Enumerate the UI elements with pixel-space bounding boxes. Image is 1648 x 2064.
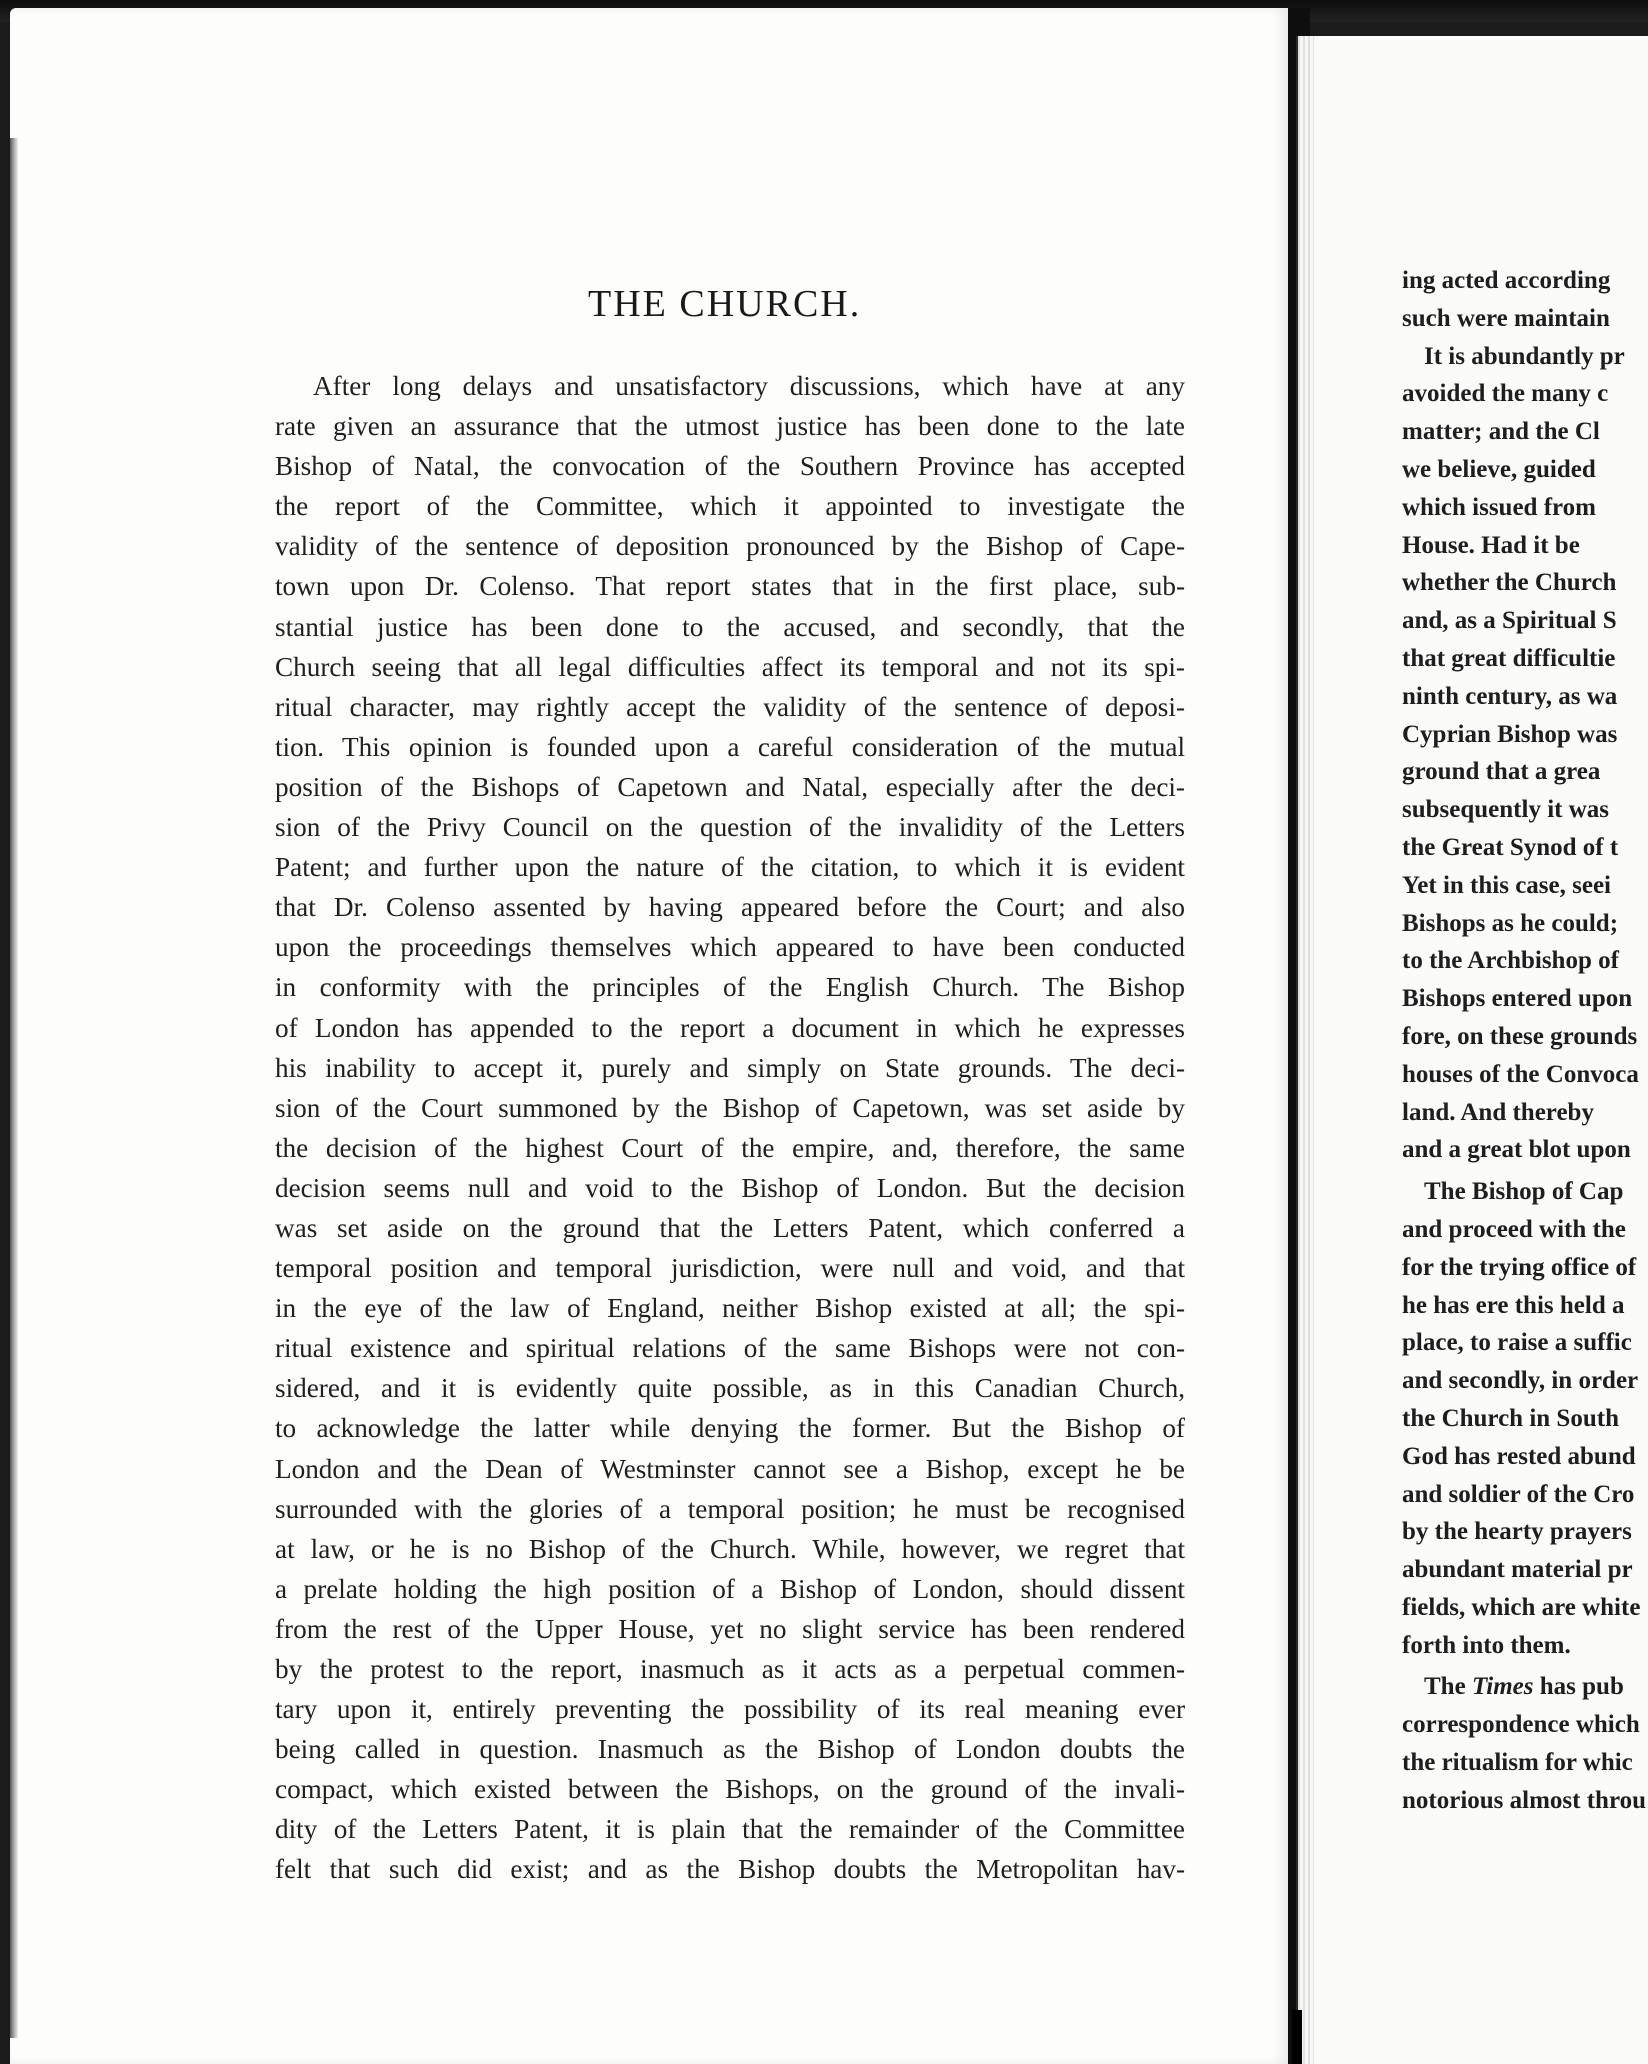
text-line: Church seeing that all legal difficulties affect its temporal and not its spi-: [275, 651, 1185, 682]
text-line: ritual existence and spiritual relations of the same Bishops were not con-: [275, 1333, 1185, 1364]
text-line: notorious almost throu: [1402, 1786, 1647, 1814]
text-line: fore, on these grounds: [1402, 1022, 1638, 1050]
text-line: from the rest of the Upper House, yet no slight service has been rendered: [275, 1613, 1185, 1644]
text-line: ground that a grea: [1402, 758, 1601, 786]
text-line: compact, which existed between the Bishops, on the ground of the invali-: [275, 1774, 1185, 1805]
text-line: felt that such did exist; and as the Bishop doubts the Metropolitan hav-: [275, 1854, 1185, 1885]
text-line: validity of the sentence of deposition pronounced by the Bishop of Cape-: [275, 531, 1185, 562]
text-line: sidered, and it is evidently quite possible, as in this Canadian Church,: [275, 1373, 1185, 1404]
text-line: After long delays and unsatisfactory discussions, which have at any: [313, 371, 1185, 401]
text-line: avoided the many c: [1402, 380, 1609, 408]
text-line: was set aside on the ground that the Letters Patent, which conferred a: [275, 1212, 1185, 1243]
text-line: ninth century, as wa: [1402, 682, 1618, 710]
text-line: temporal position and temporal jurisdiction, were null and void, and that: [275, 1253, 1185, 1284]
text-line: [1402, 1668, 1648, 1706]
text-line: decision seems null and void to the Bishop of London. But the decision: [275, 1172, 1185, 1203]
right-text-column: [1402, 262, 1648, 1820]
text-line: abundant material pr: [1402, 1556, 1633, 1584]
text-line: the Church in South: [1402, 1404, 1619, 1432]
text-line: in the eye of the law of England, neither Bishop existed at all; the spi-: [275, 1293, 1185, 1324]
text-line: Bishops as he could;: [1402, 909, 1619, 937]
text-line: which issued from: [1402, 493, 1597, 521]
text-line: matter; and the Cl: [1402, 418, 1600, 446]
text-line: and proceed with the: [1402, 1215, 1626, 1243]
text-line: Patent; and further upon the nature of the citation, to which it is evident: [275, 852, 1185, 883]
text-line: rate given an assurance that the utmost justice has been done to the late: [275, 411, 1185, 442]
text-line: correspondence which: [1402, 1711, 1640, 1739]
left-text-column: [275, 366, 1185, 1890]
text-line: houses of the Convoca: [1402, 1060, 1639, 1088]
text-line: sion of the Court summoned by the Bishop of Capetown, was set aside by: [275, 1092, 1185, 1123]
text-line: the decision of the highest Court of the empire, and, therefore, the same: [275, 1132, 1185, 1163]
text-span: The: [1424, 1673, 1466, 1701]
text-line: the report of the Committee, which it appointed to investigate the: [275, 491, 1185, 522]
text-line: the Great Synod of t: [1402, 833, 1619, 861]
text-line: and a great blot upon: [1402, 1136, 1631, 1164]
text-line: ing acted according: [1402, 267, 1611, 294]
text-line: and secondly, in order: [1402, 1367, 1639, 1395]
text-line: for the trying office of: [1402, 1253, 1637, 1281]
text-line: he has ere this held a: [1402, 1291, 1625, 1319]
text-line: a prelate holding the high position of a Bishop of London, should dissent: [275, 1573, 1185, 1604]
text-line: town upon Dr. Colenso. That report states that in the first place, sub-: [275, 571, 1185, 602]
text-line: London and the Dean of Westminster cannot see a Bishop, except he be: [275, 1453, 1185, 1484]
text-line: House. Had it be: [1402, 531, 1580, 559]
text-line: to the Archbishop of: [1402, 947, 1619, 975]
text-line: The Bishop of Cap: [1424, 1178, 1624, 1206]
text-line: that Dr. Colenso assented by having appeared before the Court; and also: [275, 892, 1185, 923]
binding-edge: [10, 138, 18, 2038]
text-line: in conformity with the principles of the English Church. The Bishop: [275, 972, 1185, 1003]
text-line: dity of the Letters Patent, it is plain that the remainder of the Committee: [275, 1814, 1185, 1845]
text-line: ritual character, may rightly accept the validity of the sentence of deposi-: [275, 691, 1185, 722]
text-line: the ritualism for whic: [1402, 1749, 1633, 1777]
text-line: to acknowledge the latter while denying the former. But the Bishop of: [275, 1413, 1185, 1444]
text-line: that great difficultie: [1402, 644, 1616, 672]
text-line: whether the Church: [1402, 569, 1617, 597]
text-line: position of the Bishops of Capetown and Natal, especially after the deci-: [275, 771, 1185, 802]
text-line: being called in question. Inasmuch as the Bishop of London doubts the: [275, 1734, 1185, 1765]
text-line: land. And thereby: [1402, 1098, 1594, 1126]
text-line: Bishops entered upon: [1402, 985, 1633, 1013]
text-line: surrounded with the glories of a temporal position; he must be recognised: [275, 1493, 1185, 1524]
text-line: at law, or he is no Bishop of the Church. While, however, we regret that: [275, 1533, 1185, 1564]
text-line: and, as a Spiritual S: [1402, 607, 1617, 635]
text-line: we believe, guided: [1402, 455, 1596, 483]
text-line: fields, which are white: [1402, 1593, 1641, 1621]
text-span: has pub: [1539, 1673, 1624, 1701]
text-line: Yet in this case, seei: [1402, 871, 1611, 899]
text-line: tary upon it, entirely preventing the possibility of its real meaning ever: [275, 1694, 1185, 1725]
text-line: and soldier of the Cro: [1402, 1480, 1635, 1508]
text-line: It is abundantly pr: [1424, 342, 1625, 370]
text-line: by the protest to the report, inasmuch as it acts as a perpetual commen-: [275, 1654, 1185, 1684]
text-line: tion. This opinion is founded upon a careful consideration of the mutual: [275, 731, 1185, 762]
spine-mark: [1292, 2010, 1302, 2064]
page-edge-lines: [1298, 36, 1314, 2064]
page-title: THE CHURCH.: [588, 283, 862, 325]
text-line: of London has appended to the report a document in which he expresses: [275, 1012, 1185, 1043]
text-line: stantial justice has been done to the accused, and secondly, that the: [275, 611, 1185, 642]
text-line: God has rested abund: [1402, 1442, 1636, 1470]
text-line: place, to raise a suffic: [1402, 1329, 1632, 1357]
text-line: forth into them.: [1402, 1631, 1571, 1659]
text-line: by the hearty prayers: [1402, 1518, 1632, 1546]
newspaper-title: Times: [1471, 1673, 1534, 1701]
text-line: Cyprian Bishop was: [1402, 720, 1618, 748]
text-line: such were maintain: [1402, 304, 1610, 332]
text-line: sion of the Privy Council on the question of the invalidity of the Letters: [275, 812, 1185, 843]
text-line: upon the proceedings themselves which appeared to have been conducted: [275, 932, 1185, 963]
text-line: subsequently it was: [1402, 796, 1609, 824]
text-line: his inability to accept it, purely and simply on State grounds. The deci-: [275, 1052, 1185, 1083]
text-line: Bishop of Natal, the convocation of the Southern Province has accepted: [275, 451, 1185, 482]
